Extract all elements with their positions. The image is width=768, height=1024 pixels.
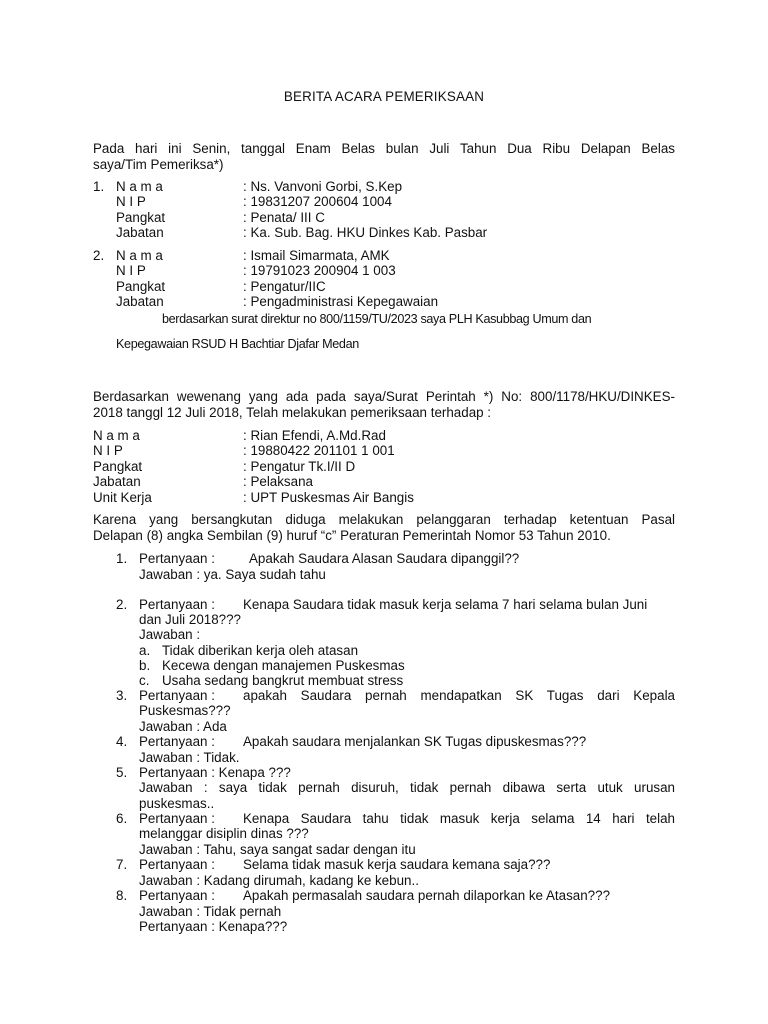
examiner-1-number: 1. [93, 179, 105, 194]
question-3-text: apakah Saudara pernah mendapatkan SK Tugas dari Kepala [243, 688, 675, 703]
authority-line-1: Berdasarkan wewenang yang ada pada saya/Surat Perintah *) No: 800/1178/HKU/DINKES- [93, 389, 675, 404]
subject-position-label: Jabatan [93, 474, 141, 489]
subject-unit-value: : UPT Puskesmas Air Bangis [243, 490, 414, 505]
violation-line-2: Delapan (8) angka Sembilan (9) huruf “c” Peraturan Pemerintah Nomor 53 Tahun 2010. [93, 528, 611, 543]
answer-2-item-a: Tidak diberikan kerja oleh atasan [162, 643, 359, 658]
question-7-text: Selama tidak masuk kerja saudara kemana saja??? [243, 857, 551, 872]
question-5-answer: Jawaban : saya tidak pernah disuruh, tidak pernah dibawa serta utuk urusan [139, 780, 675, 795]
violation-line-1: Karena yang bersangkutan diduga melakukan pelanggaran terhadap ketentuan Pasal [93, 512, 675, 527]
question-2-text-cont: dan Juli 2018??? [139, 612, 242, 627]
answer-2-letter-a: a. [139, 643, 151, 658]
question-2-label: Pertanyaan : [139, 597, 215, 612]
subject-name-label: N a m a [93, 428, 140, 443]
subject-position-value: : Pelaksana [243, 474, 313, 489]
answer-2-item-b: Kecewa dengan manajemen Puskesmas [162, 658, 405, 673]
examiner-1-name-value: : Ns. Vanvoni Gorbi, S.Kep [243, 179, 403, 194]
examiner-2-number: 2. [93, 248, 105, 263]
question-8-answer: Jawaban : Tidak pernah [139, 904, 282, 919]
question-6-label: Pertanyaan : [139, 811, 215, 826]
question-5-number: 5. [116, 765, 128, 780]
subject-nip-label: N I P [93, 443, 123, 458]
answer-2-letter-b: b. [139, 658, 151, 673]
question-8-followup: Pertanyaan : Kenapa??? [139, 919, 288, 934]
authority-line-2: 2018 tanggl 12 Juli 2018, Telah melakukan pemeriksaan terhadap : [93, 405, 492, 420]
question-3-number: 3. [116, 688, 128, 703]
examiner-1-position-label: Jabatan [116, 225, 164, 240]
subject-rank-value: : Pengatur Tk.I/II D [243, 459, 356, 474]
subject-unit-label: Unit Kerja [93, 490, 152, 505]
examiner-2-nip-label: N I P [116, 263, 146, 278]
intro-line-1: Pada hari ini Senin, tanggal Enam Belas bulan Juli Tahun Dua Ribu Delapan Belas [93, 141, 675, 156]
question-6-answer: Jawaban : Tahu, saya sangat sadar dengan itu [139, 842, 416, 857]
subject-rank-label: Pangkat [93, 459, 143, 474]
question-6-text: Kenapa Saudara tahu tidak masuk kerja selama 14 hari telah [243, 811, 675, 826]
subject-nip-value: : 19880422 201101 1 001 [243, 443, 395, 458]
question-4-label: Pertanyaan : [139, 734, 215, 749]
examiner-1-position-value: : Ka. Sub. Bag. HKU Dinkes Kab. Pasbar [243, 225, 488, 240]
intro-line-2: saya/Tim Pemeriksa*) [93, 157, 224, 172]
question-8-label: Pertanyaan : [139, 888, 215, 903]
examiner-2-position-label: Jabatan [116, 294, 164, 309]
question-7-number: 7. [116, 857, 128, 872]
question-7-label: Pertanyaan : [139, 857, 215, 872]
question-3-answer: Jawaban : Ada [139, 719, 227, 734]
examiner-2-rank-label: Pangkat [116, 279, 166, 294]
question-1-text: Apakah Saudara Alasan Saudara dipanggil?? [249, 551, 520, 566]
question-5-answer-cont: puskesmas.. [139, 796, 215, 811]
question-3-text-cont: Puskesmas??? [139, 703, 231, 718]
examiner-2-nip-value: : 19791023 200904 1 003 [243, 263, 396, 278]
directive-line-1: berdasarkan surat direktur no 800/1159/TU/2023 saya PLH Kasubbag Umum dan [162, 312, 592, 326]
examiner-1-rank-value: : Penata/ III C [243, 210, 325, 225]
question-4-text: Apakah saudara menjalankan SK Tugas dipuskesmas??? [243, 734, 587, 749]
question-6-text-cont: melanggar disiplin dinas ??? [139, 826, 309, 841]
examiner-2-name-value: : Ismail Simarmata, AMK [243, 248, 390, 263]
examiner-1-name-label: N a m a [116, 179, 163, 194]
question-8-text: Apakah permasalah saudara pernah dilaporkan ke Atasan??? [243, 888, 611, 903]
examiner-1-rank-label: Pangkat [116, 210, 166, 225]
examiner-1-nip-label: N I P [116, 194, 146, 209]
question-1-label: Pertanyaan : [139, 551, 215, 566]
question-1-answer: Jawaban : ya. Saya sudah tahu [139, 567, 326, 582]
question-4-answer: Jawaban : Tidak. [139, 750, 240, 765]
question-2-number: 2. [116, 597, 128, 612]
answer-2-letter-c: c. [139, 673, 150, 688]
question-3-label: Pertanyaan : [139, 688, 215, 703]
question-7-answer: Jawaban : Kadang dirumah, kadang ke kebun.. [139, 873, 419, 888]
question-2-answer: Jawaban : [139, 627, 201, 642]
question-2-text: Kenapa Saudara tidak masuk kerja selama 7 hari selama bulan Juni [243, 597, 648, 612]
answer-2-item-c: Usaha sedang bangkrut membuat stress [162, 673, 404, 688]
question-4-number: 4. [116, 734, 128, 749]
question-1-number: 1. [116, 551, 128, 566]
examiner-2-rank-value: : Pengatur/IIC [243, 279, 326, 294]
examiner-2-name-label: N a m a [116, 248, 163, 263]
examiner-1-nip-value: : 19831207 200604 1004 [243, 194, 392, 209]
question-5-label: Pertanyaan : Kenapa ??? [139, 765, 291, 780]
question-6-number: 6. [116, 811, 128, 826]
question-8-number: 8. [116, 888, 128, 903]
directive-line-2: Kepegawaian RSUD H Bachtiar Djafar Medan [116, 337, 359, 351]
document-title: BERITA ACARA PEMERIKSAAN [283, 89, 485, 104]
examiner-2-position-value: : Pengadministrasi Kepegawaian [243, 294, 439, 309]
subject-name-value: : Rian Efendi, A.Md.Rad [243, 428, 386, 443]
